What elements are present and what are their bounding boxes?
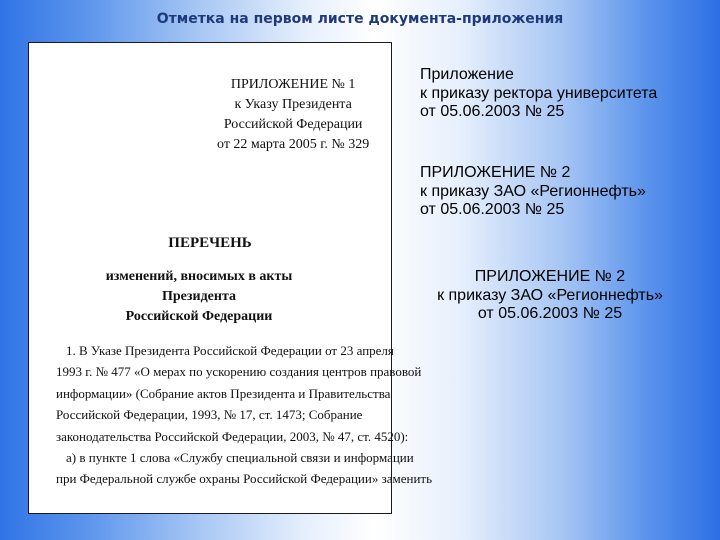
appendix-stamp — [217, 75, 369, 155]
scanned-document-image — [28, 42, 433, 514]
slide-title: Отметка на первом листе документа-приложения — [156, 11, 564, 27]
appendix-example-2 — [420, 164, 700, 220]
list-title: ПЕРЕЧЕНЬ — [168, 235, 252, 251]
body-line: Российской Федерации, 1993, № 17, ст. 1473; Собрание — [56, 407, 363, 423]
document-body — [56, 340, 433, 490]
body-line: 1993 г. № 477 «О мерах по ускорению создания центров правовой — [56, 364, 422, 380]
example-line: к приказу ЗАО «Регионнефть» — [420, 182, 646, 200]
stamp-line: Российской Федерации — [223, 117, 363, 132]
body-line: законодательства Российской Федерации, 2003, № 47, ст. 4520): — [56, 428, 409, 444]
example-line: к приказу ЗАО «Регионнефть» — [437, 286, 663, 304]
example-line: ПРИЛОЖЕНИЕ № 2 — [420, 164, 571, 181]
example-line: ПРИЛОЖЕНИЕ № 2 — [474, 268, 626, 285]
appendix-example-1 — [420, 66, 700, 122]
stamp-line: к Указу Президента — [234, 97, 352, 112]
list-subtitle-line: Российской Федерации — [125, 309, 273, 324]
list-subtitle — [99, 267, 299, 327]
list-subtitle-line: изменений, вносимых в акты Президента — [105, 269, 293, 304]
stamp-line: ПРИЛОЖЕНИЕ № 1 — [230, 77, 356, 92]
body-line: 1. В Указе Президента Российской Федерации от 23 апреля — [66, 343, 394, 358]
example-line: к приказу ректора университета — [420, 84, 658, 102]
appendix-example-3 — [419, 268, 681, 324]
example-line: от 05.06.2003 № 25 — [420, 103, 565, 120]
stamp-line: от 22 марта 2005 г. № 329 — [217, 137, 370, 152]
example-line: от 05.06.2003 № 25 — [420, 201, 565, 218]
body-line: а) в пункте 1 слова «Службу специальной связи и информации — [66, 450, 414, 466]
example-line: от 05.06.2003 № 25 — [477, 305, 623, 322]
body-line: информации» (Собрание актов Президента и Правительства — [56, 385, 391, 401]
example-line: Приложение — [420, 66, 514, 83]
body-line: при Федеральной службе охраны Российской Федерации» заменить — [56, 471, 433, 487]
